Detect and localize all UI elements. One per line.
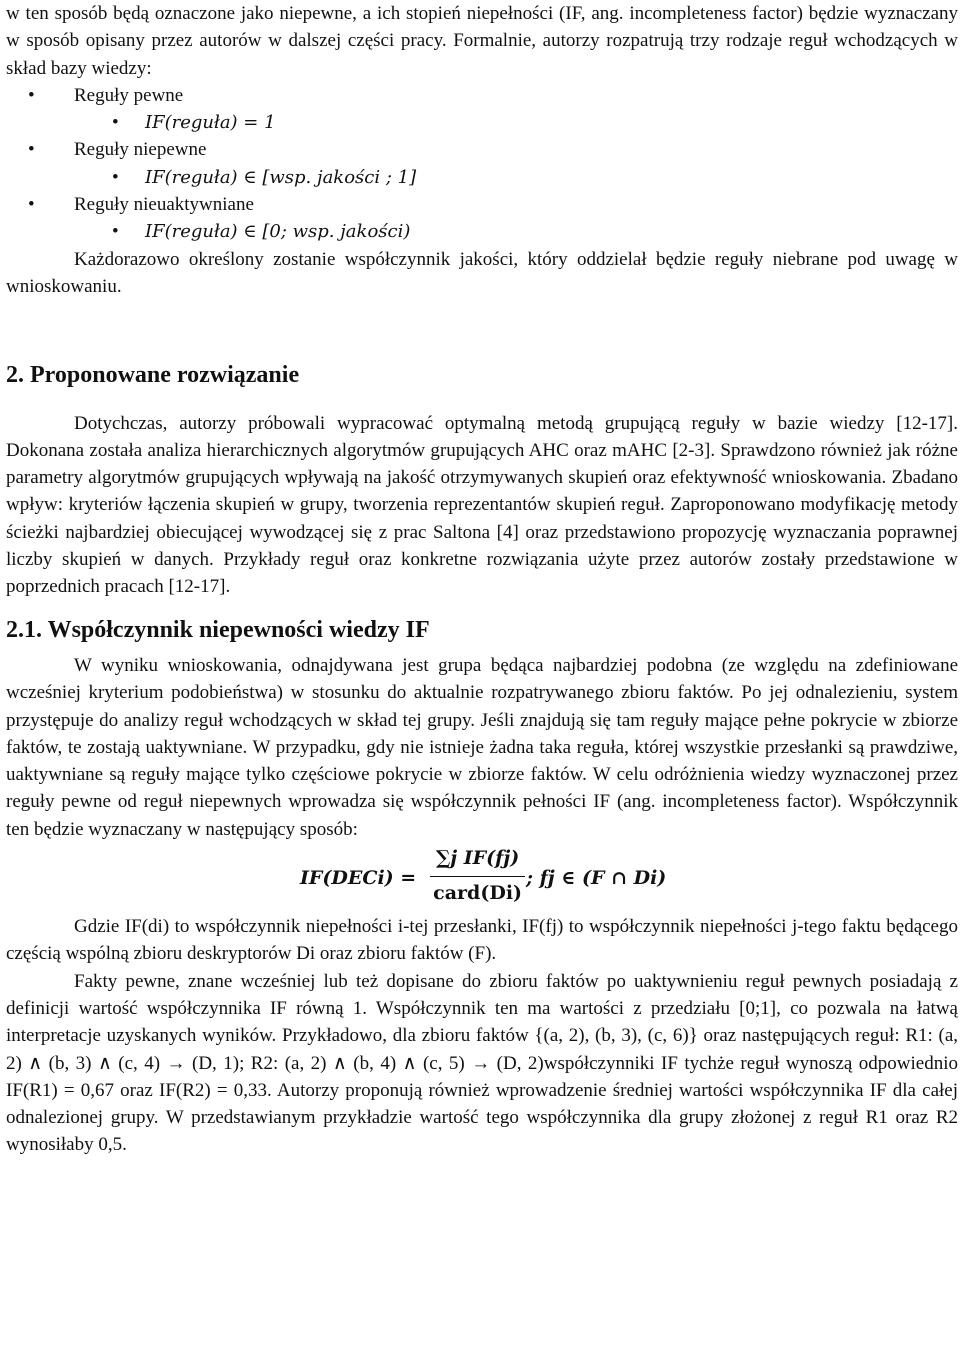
bullet-rule-uncertain bbox=[6, 136, 958, 163]
paragraph-where: Gdzie IF(di) to współczynnik niepełności i-tej przesłanki, IF(fj) to współczynnik niepełności j-tego faktu będącego częścią wspólną zbioru deskryptorów Di oraz zbioru faktów (F). bbox=[6, 916, 958, 965]
bullet-icon: • bbox=[112, 166, 119, 188]
formula-denominator: card(Di) bbox=[433, 882, 523, 905]
bullet-icon: • bbox=[28, 84, 35, 106]
bullet-label: Reguły pewne bbox=[74, 84, 184, 106]
formula-numerator: ∑j IF(fj) bbox=[430, 843, 525, 877]
subsection-heading: 2.1. Współczynnik niepewności wiedzy IF bbox=[6, 616, 430, 643]
inline-formula: IF(reguła) ∈ [wsp. jakości ; 1] bbox=[145, 166, 417, 188]
bullet-rule-certain bbox=[6, 82, 958, 109]
paragraph-section2: Dotychczas, autorzy próbowali wypracować optymalną metodą grupującą reguły w bazie wiedzy [12-17]. Dokonana została analiza hierarchicznych algorytmów grupujących AHC oraz mAHC [2-3]. Sprawdzono również jak różne parametry algorytmów grupujących wpływają na jakość otrzymywanych skupień oraz efektywność wnioskowania. Zbadano wpływ: kryteriów łączenia skupień w grupy, tworzenia reprezentantów skupień reguł. Zaproponowano modyfikację metody ścieżki najbardziej obiecującej wywodzącej się z prac Saltona [4] oraz przedstawiono propozycję wyznaczania poprawnej liczby skupień w danych. Przykłady reguł oraz konkretne rozwiązania użyte przez autorów zostały przedstawione w poprzednich pracach [12-17]. bbox=[6, 412, 958, 598]
paragraph-if: W wyniku wnioskowania, odnajdywana jest grupa będąca najbardziej podobna (ze względu na zdefiniowane wcześniej kryterium podobieństwa) w stosunku do aktualnie rozpatrywanego zbioru faktów. Po jej odnalezieniu, system przystępuje do analizy reguł wchodzących w skład tej grupy. Jeśli znajdują się tam reguły mające pełne pokrycie w zbiorze faktów, te zostają uaktywniane. W przypadku, gdy nie istnieje żadna taka reguła, której wszystkie przesłanki są prawdziwe, uaktywniane są reguły mające tylko częściowe pokrycie w zbiorze faktów. W celu odróżnienia wiedzy wyznaczonej przez reguły pewne od reguł niepewnych wprowadza się współczynnik pełności IF (ang. incompleteness factor). Współczynnik ten będzie wyznaczany w następujący sposób: bbox=[6, 654, 958, 840]
bullet-icon: • bbox=[112, 112, 119, 134]
formula-rhs: ; fj ∈ (F ∩ Di) bbox=[526, 867, 667, 890]
paragraph-intro: w ten sposób będą oznaczone jako niepewne, a ich stopień niepełności (IF, ang. incompleteness factor) będzie wyznaczany w sposób opisany przez autorów w dalszej części pracy. Formalnie, autorzy rozpatrują trzy rodzaje reguł wchodzących w skład bazy wiedzy: bbox=[6, 3, 958, 79]
formula-lhs: IF(DECi) = bbox=[300, 867, 417, 890]
bullet-rule-certain-formula bbox=[6, 109, 958, 136]
paragraph-quality: Każdorazowo określony zostanie współczynnik jakości, który oddzielał będzie reguły niebrane pod uwagę w wnioskowaniu. bbox=[6, 248, 958, 297]
document-page bbox=[6, 0, 958, 1159]
bullet-rule-uncertain-formula bbox=[6, 164, 958, 191]
bullet-icon: • bbox=[112, 221, 119, 243]
bullet-label: Reguły niepewne bbox=[74, 139, 207, 161]
paragraph-facts: Fakty pewne, znane wcześniej lub też dopisane do zbioru faktów po uaktywnieniu reguł pewnych posiadają z definicji wartość współczynnika IF równą 1. Współczynnik ten ma wartości z przedziału [0;1], co pozwala na łatwą interpretacje uzyskanych wyników. Przykładowo, dla zbioru faktów {(a, 2), (b, 3), (c, 6)} oraz następujących reguł: R1: (a, 2) ∧ (b, 3) ∧ (c, 4) → (D, 1); R2: (a, 2) ∧ (b, 4) ∧ (c, 5) → (D, 2)współczynniki IF tychże reguł wynoszą odpowiednio IF(R1) = 0,67 oraz IF(R2) = 0,33. Autorzy proponują również wprowadzenie średniej wartości współczynnika IF dla całej odnalezionej grupy. W przedstawianym przykładzie wartość tego współczynnika dla grupy złożonej z reguł R1 oraz R2 wynosiłaby 0,5. bbox=[6, 970, 958, 1156]
formula-fraction bbox=[430, 843, 525, 908]
inline-formula: IF(reguła) ∈ [0; wsp. jakości) bbox=[145, 221, 411, 243]
bullet-label: Reguły nieuaktywniane bbox=[74, 194, 254, 216]
inline-formula: IF(reguła) = 1 bbox=[145, 112, 276, 134]
display-formula bbox=[6, 843, 958, 913]
bullet-icon: • bbox=[28, 194, 35, 216]
bullet-rule-inactive bbox=[6, 191, 958, 218]
section-heading: 2. Proponowane rozwiązanie bbox=[6, 362, 300, 389]
bullet-rule-inactive-formula bbox=[6, 218, 958, 245]
bullet-icon: • bbox=[28, 139, 35, 161]
